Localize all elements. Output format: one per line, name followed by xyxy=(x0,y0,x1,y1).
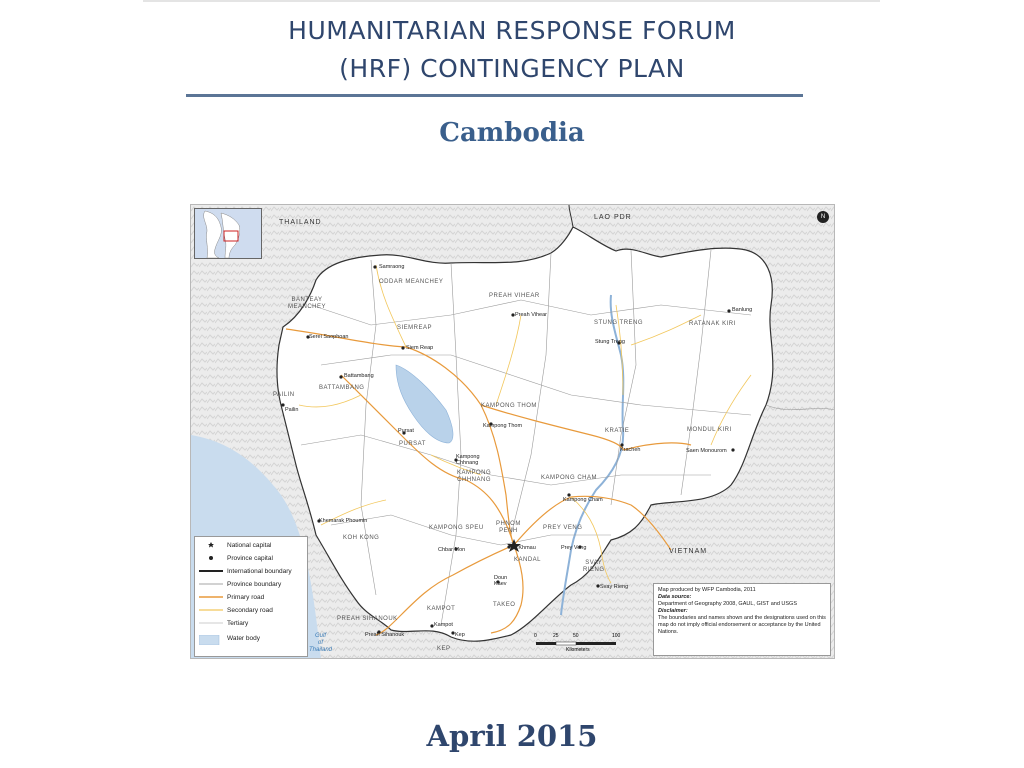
city-label: Svay Rieng xyxy=(600,584,629,590)
source-label: Data source: xyxy=(658,594,692,600)
legend-item: Secondary road xyxy=(199,607,273,614)
province-label: KANDAL xyxy=(514,557,542,563)
province-label: ODDAR MEANCHEY xyxy=(379,279,444,285)
province-label: SIEMREAP xyxy=(397,325,433,331)
document-date: April 2015 xyxy=(426,719,598,753)
thick-line-icon xyxy=(199,568,223,574)
province-label: PHNOM PENH xyxy=(496,521,521,534)
scale-tick: 100 xyxy=(612,633,621,639)
map-info-box xyxy=(653,583,831,656)
legend-item: Province capital xyxy=(199,555,273,562)
province-label: BANTEAY MEANCHEY xyxy=(288,297,327,310)
city-label: Pailin xyxy=(285,407,299,413)
province-label: PREAH VIHEAR xyxy=(489,293,540,299)
province-label: KAMPONG THOM xyxy=(481,403,537,409)
province-label: KAMPONG CHAM xyxy=(541,475,598,481)
yellow-line-icon xyxy=(199,607,223,613)
city-label: Khemarak Phoumin xyxy=(319,518,368,524)
city-label: Pursat xyxy=(398,428,414,434)
city-label: Siem Reap xyxy=(406,345,434,351)
legend-item: Water body xyxy=(199,635,260,642)
scale-tick: 50 xyxy=(573,633,579,639)
province-label: SVAY RIENG xyxy=(583,560,605,573)
province-label: TAKEO xyxy=(493,602,516,608)
city-label: Kampot xyxy=(434,622,453,628)
province-label: RATANAK KIRI xyxy=(689,321,736,327)
scale-unit: Kilometers xyxy=(566,647,590,653)
province-label: KEP xyxy=(437,646,451,652)
city-label: Preah Sihanouk xyxy=(365,632,405,638)
city-label: Stung Treng xyxy=(595,339,625,345)
province-label: STUNG TRENG xyxy=(594,320,644,326)
city-label: Banlung xyxy=(732,307,753,313)
province-label: PREY VENG xyxy=(543,525,583,531)
legend-item: International boundary xyxy=(199,568,292,575)
province-label: KOH KONG xyxy=(343,535,380,541)
label-vietnam: VIETNAM xyxy=(669,548,708,555)
inset-locator-map xyxy=(194,208,262,259)
country-name: Cambodia xyxy=(439,118,585,148)
scale-tick: 25 xyxy=(553,633,559,639)
orange-line-icon xyxy=(199,594,223,600)
legend-item: Province boundary xyxy=(199,581,281,588)
disclaimer-text: The boundaries and names shown and the designations used on this map do not imply official endorsement or acceptance by the United Nations. xyxy=(658,615,826,635)
province-label: PREAH SIHANOUK xyxy=(337,616,398,622)
province-label: KAMPONG SPEU xyxy=(429,525,484,531)
disclaimer-label: Disclaimer: xyxy=(658,608,688,614)
map-legend xyxy=(194,536,308,657)
city-label: Saen Monourom xyxy=(686,448,727,454)
legend-item: Tertiary xyxy=(199,620,248,627)
city-label: Battambang xyxy=(344,373,374,379)
province-label: PURSAT xyxy=(399,441,426,447)
north-arrow-icon: N xyxy=(817,211,829,223)
city-label: Ta Khmau xyxy=(511,545,536,551)
map-credit: Map produced by WFP Cambodia, 2011 xyxy=(658,587,756,593)
document-title-line2: (HRF) CONTINGENCY PLAN xyxy=(339,54,685,83)
city-label: Kampong Thom xyxy=(483,423,523,429)
city-label: Doun Kaev xyxy=(494,575,508,587)
city-label: Prey Veng xyxy=(561,545,587,551)
label-gulf-of-thailand: Gulf of Thailand xyxy=(309,633,333,653)
scale-tick: 0 xyxy=(534,633,537,639)
star-icon xyxy=(199,542,223,548)
city-label: Serei Saophoan xyxy=(309,334,349,340)
city-label: Kracheh xyxy=(620,447,641,453)
province-label: BATTAMBANG xyxy=(319,385,365,391)
city-label: Chbar Mon xyxy=(438,547,466,553)
province-label: KRATIE xyxy=(605,428,630,434)
province-label: MONDUL KIRI xyxy=(687,427,732,433)
city-label: Kep xyxy=(455,632,465,638)
thin-line-icon xyxy=(199,581,223,587)
province-label: PAILIN xyxy=(273,392,295,398)
title-rule xyxy=(186,94,803,97)
blue-fill-icon xyxy=(199,635,223,641)
legend-item: National capital xyxy=(199,542,271,549)
province-label: KAMPOT xyxy=(427,606,456,612)
document-title-line1: HUMANITARIAN RESPONSE FORUM xyxy=(288,16,736,45)
legend-item: Primary road xyxy=(199,594,264,601)
label-thailand: THAILAND xyxy=(279,219,322,226)
dot-icon xyxy=(199,555,223,561)
city-label: Kampong Chhnang xyxy=(456,454,480,466)
source-text: Department of Geography 2008, GAUL, GIST and USGS xyxy=(658,601,797,607)
province-label: KAMPONG CHHNANG xyxy=(457,470,492,483)
city-label: Preah Vihear xyxy=(515,312,548,318)
top-divider xyxy=(143,0,880,2)
cambodia-map[interactable] xyxy=(190,204,835,659)
label-laos: LAO PDR xyxy=(594,214,632,221)
grey-line-icon xyxy=(199,620,223,626)
city-label: Kampong Cham xyxy=(563,497,603,503)
city-label: Samraong xyxy=(379,264,405,270)
